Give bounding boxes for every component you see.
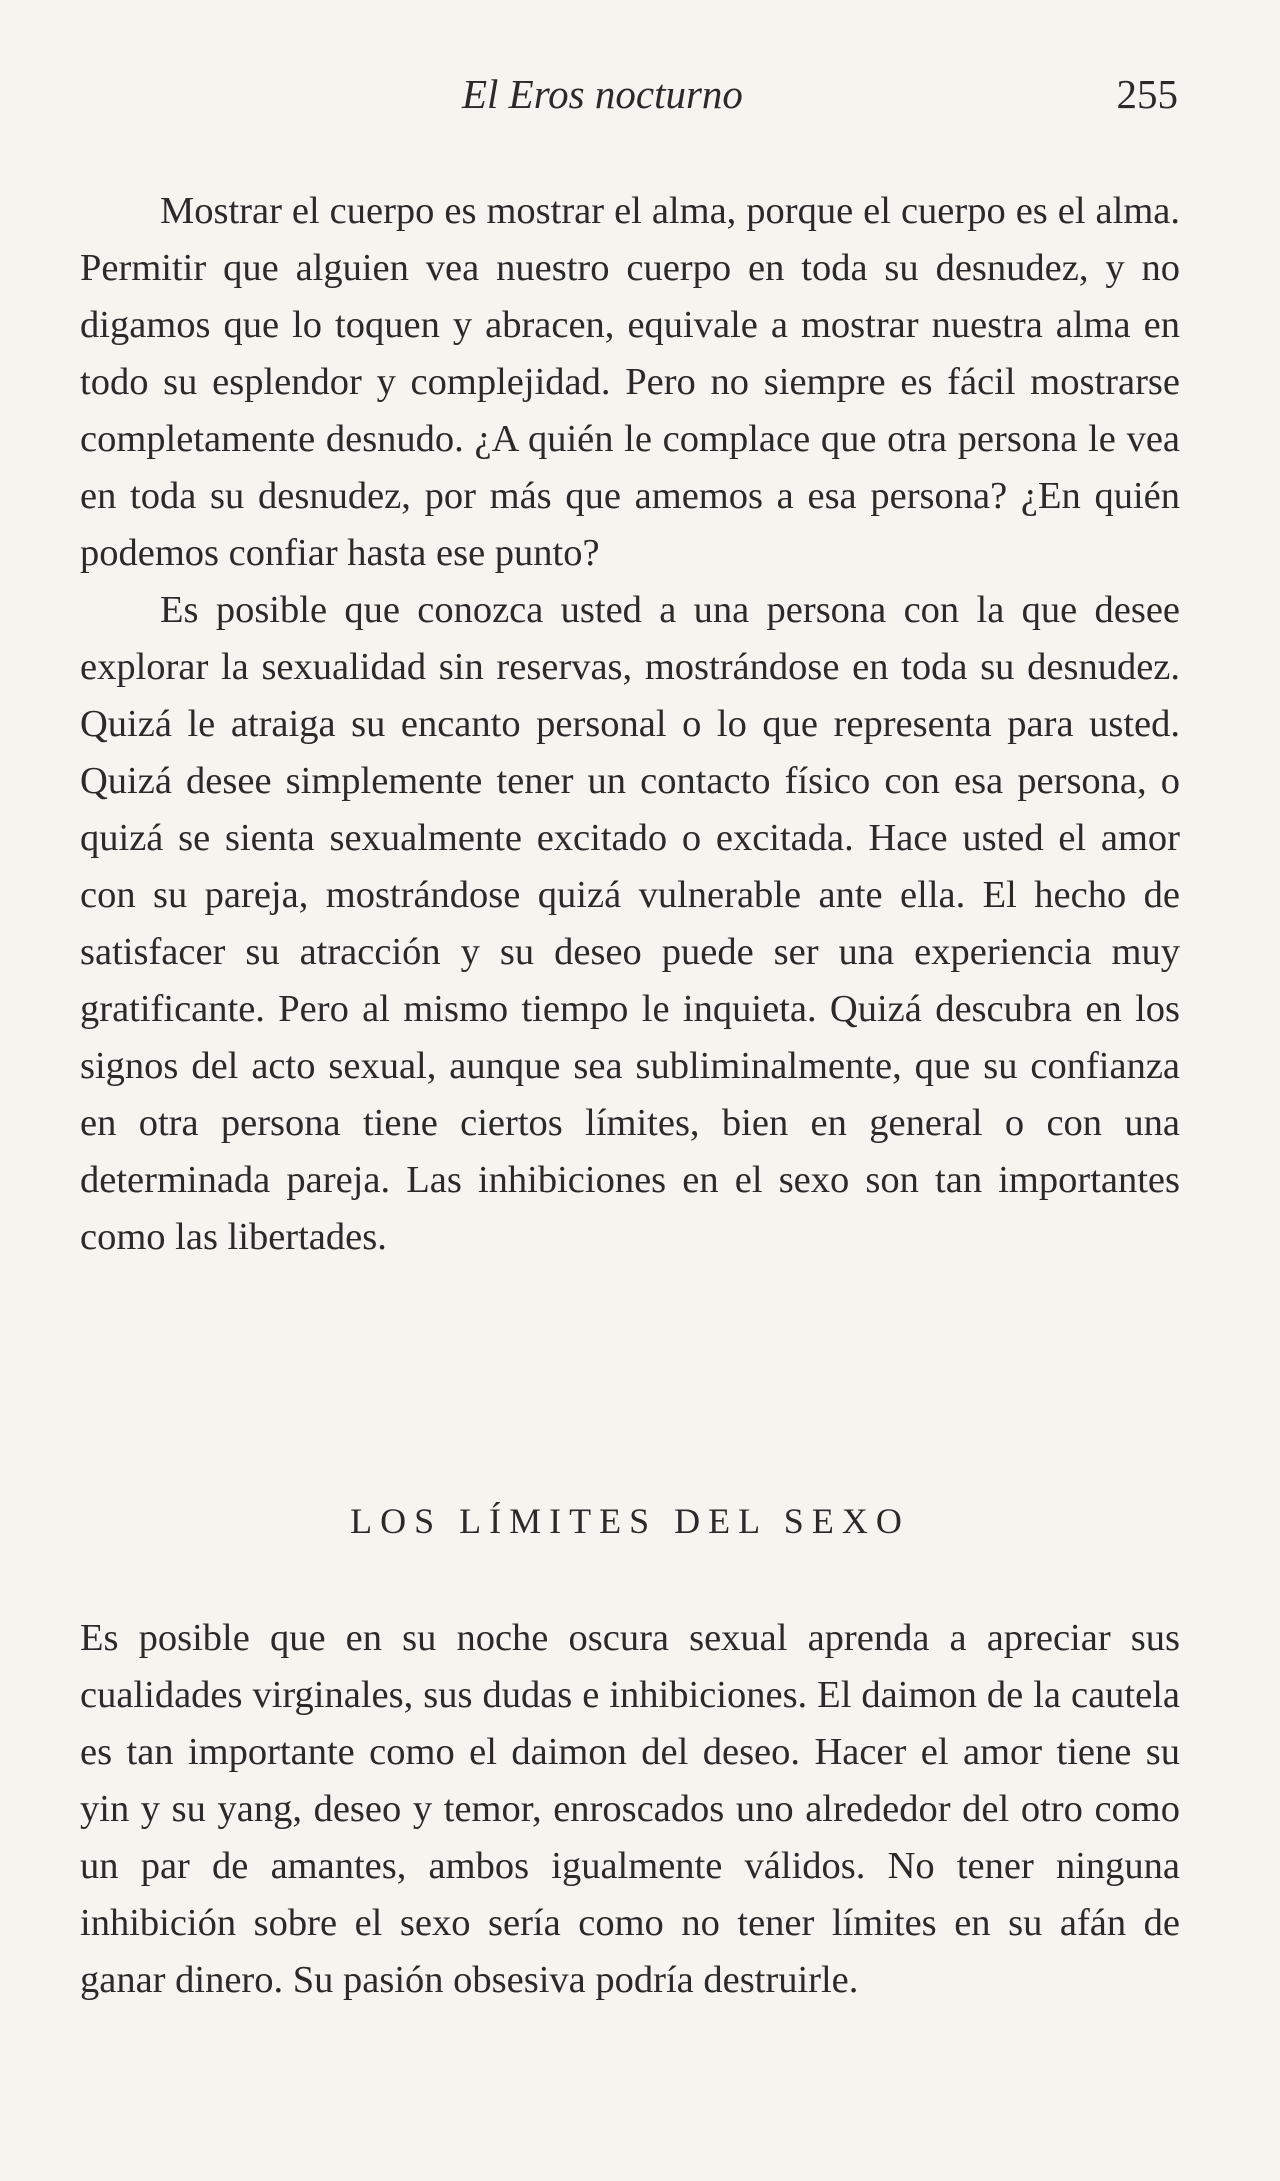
body-text-section-2	[80, 1610, 1180, 2009]
section-heading: LOS LÍMITES DEL SEXO	[350, 1501, 910, 1541]
paragraph-3: Es posible que en su noche oscura sexual aprenda a apreciar sus cualidades virginales, sus dudas e inhibiciones. El daimon de la cautela es tan importante como el daimon del deseo. Hacer el amor tiene su yin y su yang, deseo y temor, enroscados uno alrededor del otro como un par de amantes, ambos igualmente válidos. No tener ninguna inhibición sobre el sexo sería como no tener límites en su afán de ganar dinero. Su pasión obsesiva podría destruirle.	[80, 1617, 1180, 2001]
paragraph-2: Es posible que conozca usted a una persona con la que desee explorar la sexualidad sin reservas, mostrándose en toda su desnudez. Quizá le atraiga su encanto personal o lo que representa para usted. Quizá desee simplemente tener un contacto físico con esa persona, o quizá se sienta sexualmente excitado o excitada. Hace usted el amor con su pareja, mostrándose quizá vulnerable ante ella. El hecho de satisfacer su atracción y su deseo puede ser una experiencia muy gratificante. Pero al mismo tiempo le inquieta. Quizá descubra en los signos del acto sexual, aunque sea subliminalmente, que su confianza en otra persona tiene ciertos límites, bien en general o con una determinada pareja. Las inhibiciones en el sexo son tan importantes como las libertades.	[80, 589, 1180, 1258]
body-text-section-1	[80, 183, 1180, 1266]
running-title: El Eros nocturno	[462, 71, 743, 117]
running-head	[80, 62, 1180, 122]
page-number: 255	[1116, 71, 1178, 117]
paragraph-1: Mostrar el cuerpo es mostrar el alma, porque el cuerpo es el alma. Permitir que alguien vea nuestro cuerpo en toda su desnudez, y no digamos que lo toquen y abracen, equivale a mostrar nuestra alma en todo su esplendor y complejidad. Pero no siempre es fácil mostrarse completamente desnudo. ¿A quién le complace que otra persona le vea en toda su desnudez, por más que amemos a esa persona? ¿En quién podemos confiar hasta ese punto?	[80, 190, 1180, 574]
